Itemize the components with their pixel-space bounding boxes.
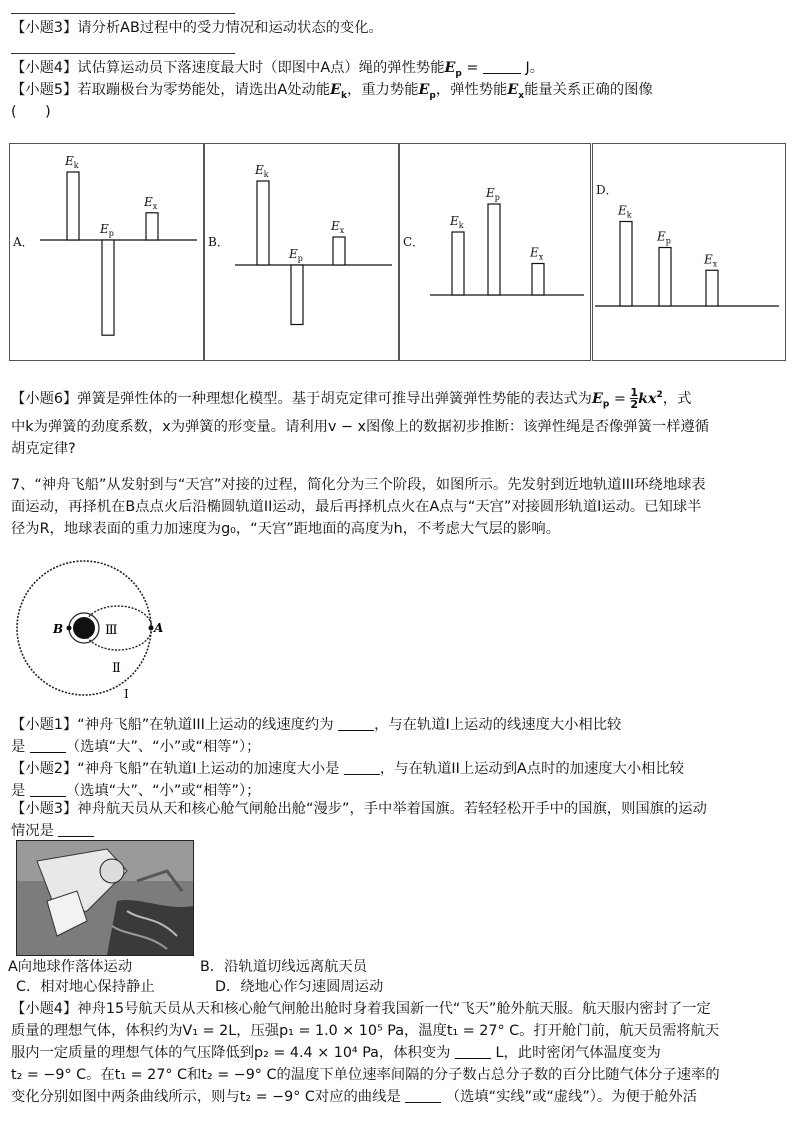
bar-label-ex-b: $E_x$ xyxy=(331,219,345,235)
s3-label: 【小题3】 xyxy=(11,801,78,817)
option-panel-d[interactable] xyxy=(592,143,786,361)
bar-ep-d xyxy=(659,248,671,307)
q5-label: 【小题5】 xyxy=(11,82,78,98)
s1-blank-2[interactable] xyxy=(30,738,66,753)
bar-label-ep-a: $E_p$ xyxy=(100,222,114,238)
s1-text-c: 是 xyxy=(11,739,30,755)
s4-line2: 质量的理想气体，体积约为V₁ = 2L，压强p₁ = 1.0 × 10⁵ Pa，温度t₁ = 27° C。打开舱门前，航天员需将航天 xyxy=(11,1023,720,1039)
bar-label-ex-c: $E_x$ xyxy=(530,245,544,262)
q6-formula-e: E xyxy=(591,390,603,407)
bar-label-ex-a: $E_x$ xyxy=(144,194,158,211)
bar-ek-d xyxy=(620,222,632,307)
earth xyxy=(73,617,95,639)
q4-label: 【小题4】 xyxy=(11,60,78,76)
bar-label-ek-d: $E_k$ xyxy=(618,203,632,220)
q5-ex-sub: x xyxy=(518,90,525,101)
bar-ex-d xyxy=(706,270,718,306)
q6-label: 【小题6】 xyxy=(11,390,78,407)
q4-eq: = xyxy=(461,60,483,76)
s1-blank-1[interactable] xyxy=(338,716,374,731)
s1-line2 xyxy=(11,737,786,758)
option-panel-a[interactable] xyxy=(9,143,204,361)
q6-text-post: ，式 xyxy=(662,390,692,407)
q5-text-mid2: ，弹性势能 xyxy=(435,82,508,98)
bar-label-ep-d: $E_p$ xyxy=(657,229,671,246)
q5-ep: E xyxy=(418,82,430,98)
point-a xyxy=(149,626,154,631)
bar-ep-b xyxy=(291,265,303,325)
s2-text-b: ，与在轨道II上运动到A点时的加速度大小相比较 xyxy=(379,761,685,777)
bar-ex-c xyxy=(532,264,544,296)
s4-blank-1[interactable] xyxy=(455,1044,491,1059)
q4-symbol-sub: p xyxy=(455,68,462,79)
divider-top xyxy=(11,13,235,14)
q5-text-mid: ，重力势能 xyxy=(347,82,419,98)
s1-text-a: “神舟飞船”在轨道III上运动的线速度约为 xyxy=(77,717,339,733)
bar-ep-a xyxy=(102,240,114,335)
option-d[interactable]: D．绕地心作匀速圆周运动 xyxy=(215,979,384,995)
bar-ek-a xyxy=(67,172,79,240)
p7-line2: 面运动，再择机在B点点火后沿椭圆轨道II运动，最后再择机点火在A点与“天宫”对接圆形轨道I运动。已知球半 xyxy=(11,499,702,515)
label-orbit-iii: Ⅲ xyxy=(105,623,118,638)
q3-label: 【小题3】 xyxy=(11,20,78,36)
astronaut-photo-drawing xyxy=(17,841,193,955)
q4-symbol: E xyxy=(444,60,456,76)
q6-formula-eq: = xyxy=(609,390,631,407)
q5-ep-sub: p xyxy=(429,90,436,101)
panel-letter-b: B． xyxy=(208,235,229,249)
s4-line3 xyxy=(11,1043,786,1064)
s3-text-b: 情况是 xyxy=(11,823,59,839)
s2-text-d: （选填“大”、“小”或“相等”）； xyxy=(65,783,261,799)
s3-text-a: 神舟航天员从天和核心舱气闸舱出舱“漫步”，手中举着国旗。若轻轻松开手中的国旗，则国旗的运动 xyxy=(77,801,707,817)
point-b xyxy=(67,626,72,631)
s3-line1 xyxy=(11,799,786,820)
q6-line2: 中k为弹簧的劲度系数，x为弹簧的形变量。请利用v − x图像上的数据初步推断：该弹性绳是否像弹簧一样遵循 xyxy=(11,419,710,435)
bar-label-ek-c: $E_k$ xyxy=(450,214,464,230)
bar-chart-a xyxy=(10,144,203,360)
bar-label-ek-b: $E_k$ xyxy=(255,163,269,179)
label-orbit-i: I xyxy=(124,687,129,701)
q6-fraction xyxy=(630,387,638,410)
s2-text-c: 是 xyxy=(11,783,30,799)
q6-formula-kx: kx xyxy=(638,390,657,407)
q6-text-pre: 弹簧是弹性体的一种理想化模型。基于胡克定律可推导出弹簧弹性势能的表达式为 xyxy=(77,390,592,407)
q3-line xyxy=(11,18,786,39)
bar-label-ep-b: $E_p$ xyxy=(289,247,303,263)
s4-text-5b: （选填“实线”或“虚线”）。为便于舱外活 xyxy=(441,1089,698,1105)
q4-post: J。 xyxy=(520,60,544,76)
q6-fraction-den: 2 xyxy=(630,398,639,412)
s2-blank-1[interactable] xyxy=(344,760,380,775)
option-panel-c[interactable] xyxy=(399,143,591,361)
option-a[interactable]: A向地球作落体运动 xyxy=(8,959,133,975)
bar-chart-c xyxy=(400,144,590,360)
label-a: A xyxy=(154,621,164,635)
divider-q3 xyxy=(11,53,235,54)
s1-text-b: ，与在轨道I上运动的线速度大小相比较 xyxy=(374,717,622,733)
s3-blank[interactable] xyxy=(58,822,94,837)
s4-text-1: 神舟15号航天员从天和核心舱气闸舱出舱时身着我国新一代“飞天”舱外航天服。航天服内密封了一定 xyxy=(77,1001,711,1017)
orbit-diagram xyxy=(8,560,178,710)
q6-line1 xyxy=(11,385,786,416)
p7-line3: 径为R，地球表面的重力加速度为g₀，“天宫”距地面的高度为h，不考虑大气层的影响。 xyxy=(11,521,561,537)
s4-line1 xyxy=(11,999,786,1020)
panel-letter-c: C． xyxy=(403,235,425,249)
q3-text: 请分析AB过程中的受力情况和运动状态的变化。 xyxy=(77,20,383,36)
s1-text-d: （选填“大”、“小”或“相等”）； xyxy=(65,739,261,755)
q6-fraction-num: 1 xyxy=(630,386,639,400)
bar-ex-b xyxy=(333,237,345,265)
s2-label: 【小题2】 xyxy=(11,761,78,777)
s4-text-3b: L，此时密闭气体温度变为 xyxy=(490,1045,661,1061)
q6-formula-sub: p xyxy=(602,399,610,410)
bar-chart-d xyxy=(593,144,785,360)
label-b: B xyxy=(53,622,64,636)
s4-line4: t₂ = −9° C。在t₁ = 27° C和t₂ = −9° C的温度下单位速率间隔的分子数占总分子数的百分比随气体分子速率的 xyxy=(11,1067,720,1083)
bar-ex-a xyxy=(146,213,158,240)
q5-text-post: 能量关系正确的图像 xyxy=(524,82,653,98)
s2-line1 xyxy=(11,759,786,780)
bar-ek-c xyxy=(452,232,464,295)
bar-ep-c xyxy=(488,204,500,295)
s4-text-5a: 变化分别如图中两条曲线所示，则与t₂ = −9° C对应的曲线是 xyxy=(11,1089,406,1105)
panel-letter-d: D． xyxy=(596,183,618,197)
option-b[interactable]: B．沿轨道切线远离航天员 xyxy=(200,959,368,975)
option-c[interactable]: C．相对地心保持静止 xyxy=(16,979,155,995)
q5-ek: E xyxy=(330,82,342,98)
q5-paren[interactable]: ( ) xyxy=(11,104,51,120)
bar-label-ep-c: $E_p$ xyxy=(486,186,500,202)
q5-ek-sub: k xyxy=(341,90,348,101)
bar-chart-b xyxy=(205,144,398,360)
bar-label-ek-a: $E_k$ xyxy=(65,154,79,170)
q5-text-pre: 若取蹦极台为零势能处，请选出A处动能 xyxy=(77,82,331,98)
q4-answer-blank[interactable] xyxy=(483,59,521,74)
s4-blank-2[interactable] xyxy=(405,1088,441,1103)
p7-line1: 7、“神舟飞船”从发射到与“天宫”对接的过程，简化分为三个阶段，如图所示。先发射到近地轨道III环绕地球表 xyxy=(11,477,706,493)
q6-line3: 胡克定律? xyxy=(11,441,76,457)
panel-letter-a: A． xyxy=(13,235,34,249)
bar-ek-b xyxy=(257,181,269,265)
bar-label-ex-d: $E_x$ xyxy=(704,252,718,269)
q4-text: 试估算运动员下落速度最大时（即图中A点）绳的弹性势能 xyxy=(77,60,445,76)
s4-line5 xyxy=(11,1087,786,1108)
option-panel-b[interactable] xyxy=(204,143,399,361)
s2-text-a: “神舟飞船”在轨道I上运动的加速度大小是 xyxy=(77,761,344,777)
s3-line2 xyxy=(11,821,786,842)
s4-label: 【小题4】 xyxy=(11,1001,78,1017)
astronaut-photo xyxy=(16,840,194,956)
s1-line1 xyxy=(11,715,786,736)
s2-blank-2[interactable] xyxy=(30,782,66,797)
s4-text-3a: 服内一定质量的理想气体的气压降低到p₂ = 4.4 × 10⁴ Pa，体积变为 xyxy=(11,1045,455,1061)
q5-ex: E xyxy=(507,82,519,98)
q6-formula-sup: 2 xyxy=(656,390,663,400)
s1-label: 【小题1】 xyxy=(11,717,78,733)
label-orbit-ii: Ⅱ xyxy=(112,661,121,676)
